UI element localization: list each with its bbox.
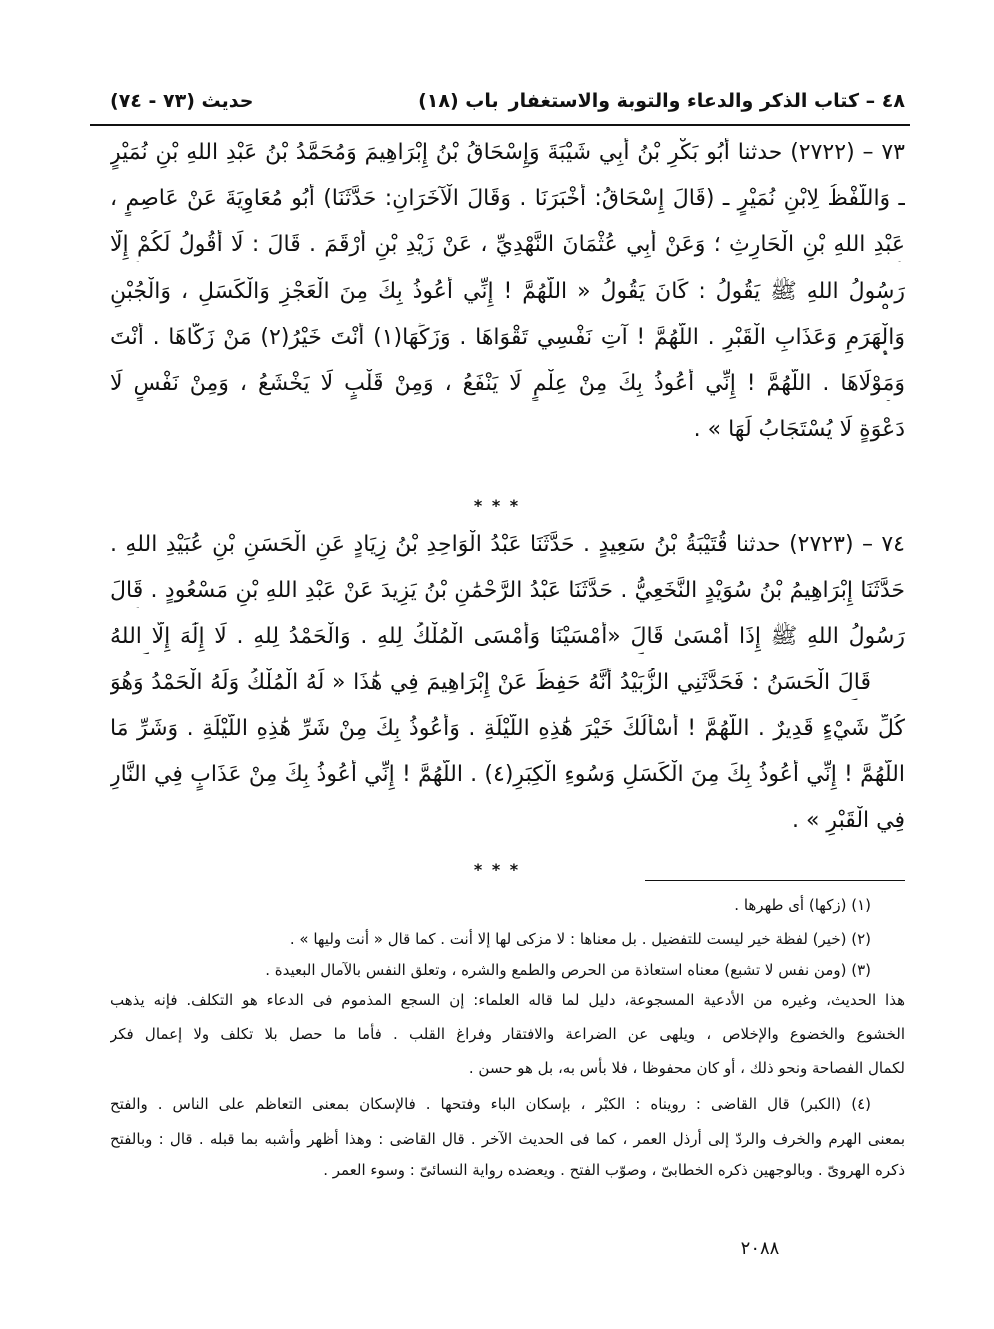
text-line: فِي الْقَبْرِ » . — [791, 808, 905, 833]
page-number: ٢٠٨٨ — [740, 1238, 780, 1259]
running-header — [110, 86, 905, 116]
text-line: ـ وَاللَّفْظُ لِابْنِ نُمَيْرٍ ـ (قَالَ إِسْحَاقُ: أَخْبَرَنَا . وَقَالَ الْآخَرَانِ: حَدَّثَنَا) أَبُو مُعَاوِيَةَ عَنْ عَاصِمٍ ، — [110, 186, 905, 211]
footnote-line: (٣) (ومن نفس لا تشبع) معناه استعاذة من الحرص والطمع والشره ، وتعلق النفس بالآمال البعيدة . — [265, 961, 871, 979]
chapter-label: باب (١٨) — [418, 90, 499, 112]
book-title: ٤٨ – كتاب الذكر والدعاء والتوبة والاستغفار — [508, 90, 905, 112]
text-line: وَمَوْلَاهَا . اللَّهُمَّ ! إِنِّي أَعُوذُ بِكَ مِنْ عِلْمٍ لَا يَنْفَعُ ، وَمِنْ قَلْبٍ لَا يَخْشَعُ ، وَمِنْ نَفْسٍ لَا — [110, 371, 905, 396]
text-line: عَبْدِ اللهِ بْنِ الْحَارِثِ ؛ وَعَنْ أَبِي عُثْمَانَ النَّهْدِيِّ ، عَنْ زَيْدِ بْنِ أَرْقَمَ . قَالَ : لَا أَقُولُ لَكُمْ إِلَّا — [110, 232, 905, 257]
text-line: كُلِّ شَيْءٍ قَدِيرٌ . اللَّهُمَّ ! أَسْأَلُكَ خَيْرَ هَٰذِهِ اللَّيْلَةِ . وَأَعُوذُ بِكَ مِنْ شَرِّ هَٰذِهِ اللَّيْلَةِ . وَشَرِّ مَا — [110, 716, 905, 741]
text-line: رَسُولُ اللهِ ﷺ يَقُولُ : كَانَ يَقُولُ « اللَّهُمَّ ! إِنِّي أَعُوذُ بِكَ مِنَ الْعَجْزِ وَالْكَسَلِ ، وَالْجُبْنِ — [110, 279, 905, 304]
footnote-line: ذكره الهروىّ . وبالوجهين ذكره الخطابىّ ، وصوّب الفتح . ويعضده رواية النسائىّ : وسوء العمر . — [323, 1161, 905, 1179]
text-line: اللَّهُمَّ ! إِنِّي أَعُوذُ بِكَ مِنَ الْكَسَلِ وَسُوءِ الْكِبَرِ(٤) . اللَّهُمَّ ! إِنِّي أَعُوذُ بِكَ مِنْ عَذَابٍ فِي النَّارِ — [110, 762, 905, 787]
footnote-line: هذا الحديث، وغيره من الأدعية المسجوعة، دليل لما قاله العلماء: إن السجع المذموم فى الدعاء هو التكلف. فإنه يذهب — [110, 991, 905, 1009]
text-line: رَسُولُ اللهِ ﷺ إِذَا أَمْسَىٰ قَالَ «أَمْسَيْنَا وَأَمْسَى الْمُلْكُ لِلهِ . وَالْحَمْدُ لِلهِ . لَا إِلَٰهَ إِلَّا اللهُ — [110, 624, 905, 649]
section-separator: * * * — [473, 496, 521, 515]
footnote-line: الخشوع والخضوع والإخلاص ، ويلهى عن الضراعة والافتقار وفراغ القلب . فأما ما حصل بلا تكلف ولا إعمال فكر — [110, 1025, 905, 1043]
text-line: قَالَ الْحَسَنُ : فَحَدَّثَنِي الزُّبَيْدُ أَنَّهُ حَفِظَ عَنْ إِبْرَاهِيمَ فِي هَٰذَا « لَهُ الْمُلْكُ وَلَهُ الْحَمْدُ وَهُوَ — [110, 670, 871, 695]
footnote-rule — [645, 880, 905, 881]
hadith-range: حديث (٧٣ - ٧٤) — [110, 90, 254, 112]
header-rule — [90, 124, 910, 126]
text-line: دَعْوَةٍ لَا يُسْتَجَابُ لَهَا » . — [693, 417, 905, 442]
footnote-line: بمعنى الهرم والخرف والردّ إلى أرذل العمر ، كما فى الحديث الآخر . قال القاضى : وهذا أظهر وأشبه بما قبله . قال : وبالفتح — [110, 1130, 905, 1148]
footnote-line: لكمال الفصاحة ونحو ذلك ، أو كان محفوظا ، فلا بأس به، بل هو حسن . — [468, 1059, 905, 1077]
text-line: وَالْهَرَمِ وَعَذَابِ الْقَبْرِ . اللَّهُمَّ ! آتِ نَفْسِي تَقْوَاهَا . وَزَكِّهَا(١) أَنْتَ خَيْرُ(٢) مَنْ زَكَّاهَا . أَنْتَ — [110, 325, 905, 350]
footnote-line: (٤) (الكبر) قال القاضى : رويناه : الكبْر ، بإسكان الباء وفتحها . فالإسكان بمعنى التعاظم على الناس . والفتح — [110, 1095, 871, 1113]
text-line: حَدَّثَنَا إِبْرَاهِيمُ بْنُ سُوَيْدٍ النَّخَعِيُّ . حَدَّثَنَا عَبْدُ الرَّحْمَٰنِ بْنُ يَزِيدَ عَنْ عَبْدِ اللهِ بْنِ مَسْعُودٍ . قَالَ — [110, 578, 905, 603]
footnote-line: (١) (زكها) أى طهرها . — [734, 896, 871, 914]
footnote-line: (٢) (خير) لفظة خير ليست للتفضيل . بل معناها : لا مزكى لها إلا أنت . كما قال « أنت وليها » . — [289, 930, 871, 948]
text-line: ٧٣ – (٢٧٢٢) حدثنا أَبُو بَكْرِ بْنُ أَبِي شَيْبَةَ وَإِسْحَاقُ بْنُ إِبْرَاهِيمَ وَمُحَمَّدُ بْنُ عَبْدِ اللهِ بْنِ نُمَيْرٍ — [110, 140, 905, 165]
text-line: ٧٤ – (٢٧٢٣) حدثنا قُتَيْبَةُ بْنُ سَعِيدٍ . حَدَّثَنَا عَبْدُ الْوَاحِدِ بْنُ زِيَادٍ عَنِ الْحَسَنِ بْنِ عُبَيْدِ اللهِ . — [110, 532, 905, 557]
section-separator: * * * — [473, 860, 521, 879]
